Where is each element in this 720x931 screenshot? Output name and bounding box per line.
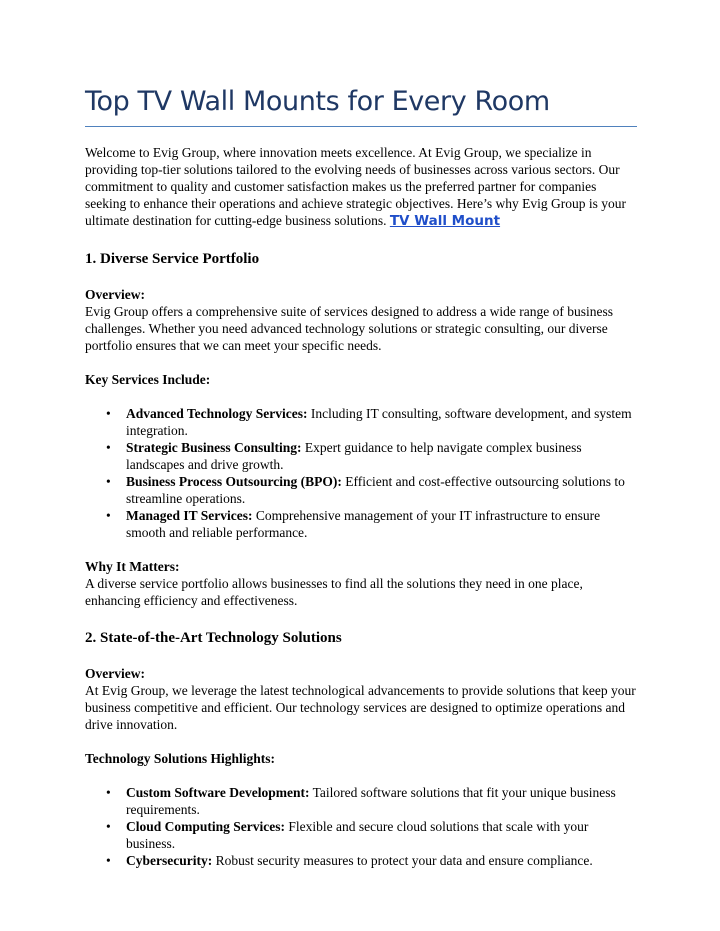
bullet-icon: • xyxy=(106,853,111,868)
list-item xyxy=(106,473,637,507)
list-item xyxy=(106,818,637,852)
list-item-term: Custom Software Development: xyxy=(126,785,310,800)
section1-overview xyxy=(85,286,637,354)
bullet-icon: • xyxy=(106,785,111,800)
section1-overview-text: Evig Group offers a comprehensive suite of services designed to address a wide range of business challenges. Whether you need advanced technology solutions or strategic consulting, our diverse portfolio ensures that we can meet your specific needs. xyxy=(85,304,613,353)
document-page xyxy=(85,84,637,869)
list-item-term: Business Process Outsourcing (BPO): xyxy=(126,474,342,489)
section2-overview-label: Overview: xyxy=(85,666,145,681)
section2-list-label: Technology Solutions Highlights: xyxy=(85,751,276,766)
section1-list xyxy=(85,405,637,541)
section2-overview xyxy=(85,665,637,733)
section2-overview-text: At Evig Group, we leverage the latest technological advancements to provide solutions that keep your business competitive and efficient. Our technology services are designed to optimize operations and drive innovation. xyxy=(85,683,636,732)
tv-wall-mount-link[interactable]: TV Wall Mount xyxy=(389,213,501,229)
list-item-term: Strategic Business Consulting: xyxy=(126,440,302,455)
page-title: Top TV Wall Mounts for Every Room xyxy=(85,84,637,127)
section1-why-label: Why It Matters: xyxy=(85,559,180,574)
section1-why-text: A diverse service portfolio allows businesses to find all the solutions they need in one place, enhancing efficiency and effectiveness. xyxy=(85,576,583,608)
bullet-icon: • xyxy=(106,819,111,834)
section1-heading: 1. Diverse Service Portfolio xyxy=(85,251,260,267)
section1-list-label: Key Services Include: xyxy=(85,372,211,387)
list-item xyxy=(106,784,637,818)
bullet-icon: • xyxy=(106,440,111,455)
list-item-text: Efficient and cost-effective outsourcing solutions to streamline operations. xyxy=(126,474,625,506)
list-item-term: Managed IT Services: xyxy=(126,508,253,523)
list-item-text: Expert guidance to help navigate complex business landscapes and drive growth. xyxy=(126,440,582,472)
list-item xyxy=(106,405,637,439)
bullet-icon: • xyxy=(106,508,111,523)
list-item-text: Including IT consulting, software development, and system integration. xyxy=(126,406,632,438)
list-item xyxy=(106,439,637,473)
intro-text: Welcome to Evig Group, where innovation meets excellence. At Evig Group, we specialize in providing top-tier solutions tailored to the evolving needs of businesses across various sectors. Our commitment to quality and customer satisfaction makes us the preferred partner for companies seeking to enhance their operations and achieve strategic objectives. Here’s why Evig Group is your ultimate destination for cutting-edge business solutions. xyxy=(85,145,626,228)
list-item-term: Cybersecurity: xyxy=(126,853,213,868)
bullet-icon: • xyxy=(106,474,111,489)
list-item-term: Cloud Computing Services: xyxy=(126,819,286,834)
list-item xyxy=(106,852,637,869)
list-item-text: Tailored software solutions that fit your unique business requirements. xyxy=(126,785,616,817)
section2-heading: 2. State-of-the-Art Technology Solutions xyxy=(85,630,342,646)
list-item-text: Flexible and secure cloud solutions that scale with your business. xyxy=(126,819,589,851)
list-item-text: Robust security measures to protect your data and ensure compliance. xyxy=(212,853,593,868)
intro-paragraph xyxy=(85,144,637,230)
list-item-term: Advanced Technology Services: xyxy=(126,406,308,421)
bullet-icon: • xyxy=(106,406,111,421)
list-item xyxy=(106,507,637,541)
section1-why xyxy=(85,558,637,609)
section1-overview-label: Overview: xyxy=(85,287,145,302)
section2-list xyxy=(85,784,637,869)
list-item-text: Comprehensive management of your IT infrastructure to ensure smooth and reliable performance. xyxy=(126,508,601,540)
